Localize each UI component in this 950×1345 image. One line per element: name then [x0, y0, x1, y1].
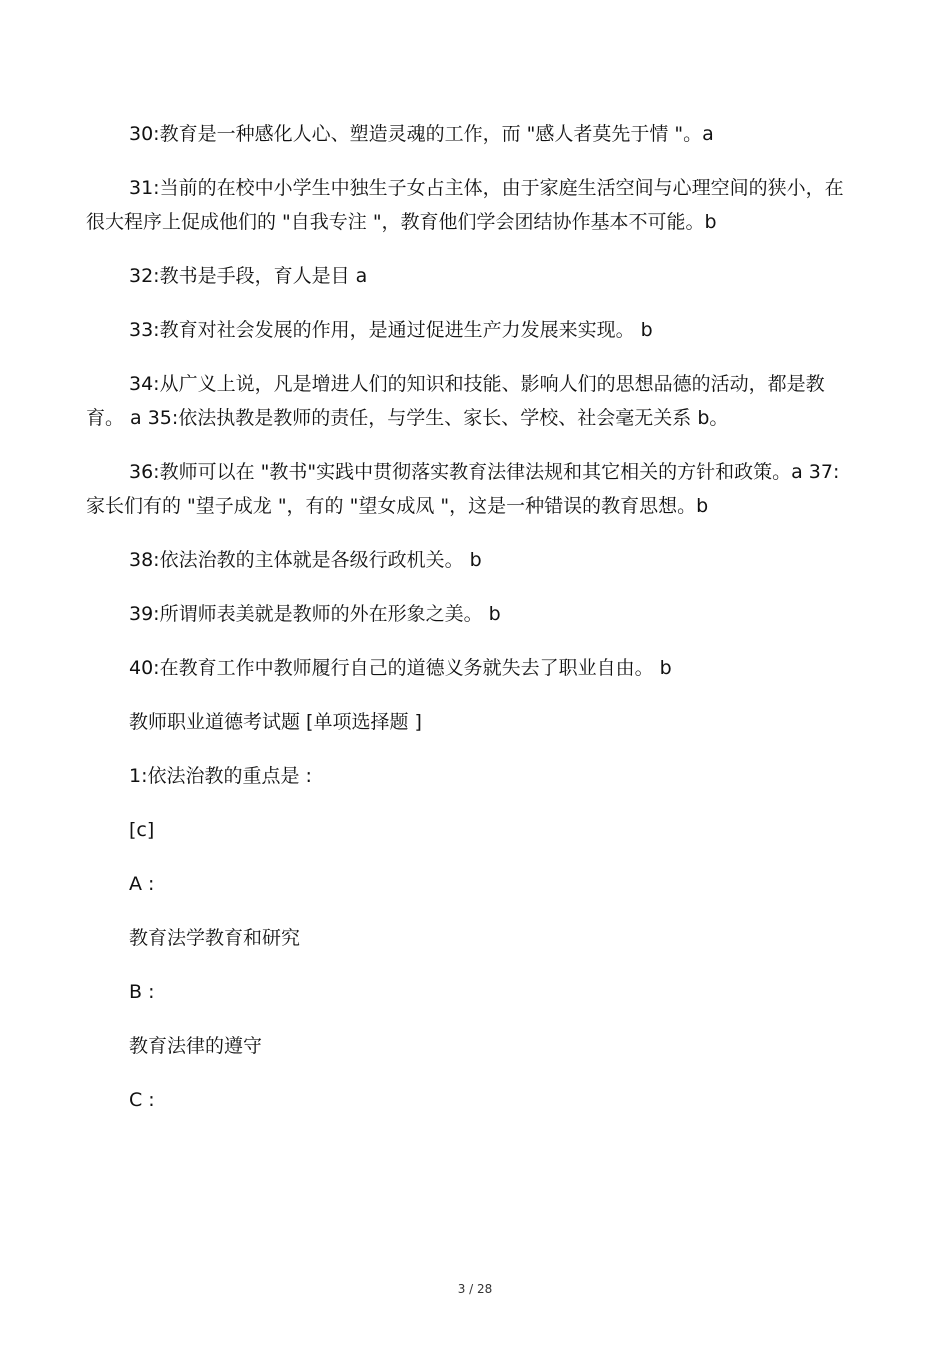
- statement-34-35: 34:从广义上说，凡是增进人们的知识和技能、影响人们的思想品德的活动，都是教育。 a 35:依法执教是教师的责任，与学生、家长、学校、社会毫无关系 b。: [86, 373, 825, 429]
- statement-30: 30:教育是一种感化人心、塑造灵魂的工作，而 "感人者莫先于情 "。a: [129, 123, 714, 145]
- statement-31: 31:当前的在校中小学生中独生子女占主体，由于家庭生活空间与心理空间的狭小，在很大程序上促成他们的 "自我专注 "，教育他们学会团结协作基本不可能。b: [86, 177, 844, 233]
- option-c-label: C :: [129, 1089, 155, 1111]
- statement-40: 40:在教育工作中教师履行自己的道德义务就失去了职业自由。 b: [129, 657, 672, 679]
- option-a-label: A :: [129, 873, 155, 895]
- statement-39: 39:所谓师表美就是教师的外在形象之美。 b: [129, 603, 501, 625]
- statement-32: 32:教书是手段，育人是目 a: [129, 265, 368, 287]
- option-b-text: 教育法律的遵守: [129, 1035, 263, 1057]
- answer-key: [c]: [129, 819, 155, 841]
- statement-38: 38:依法治教的主体就是各级行政机关。 b: [129, 549, 482, 571]
- statement-36-37: 36:教师可以在 "教书"实践中贯彻落实教育法律法规和其它相关的方针和政策。a 37:家长们有的 "望子成龙 "，有的 "望女成凤 "，这是一种错误的教育思想。b: [86, 461, 840, 517]
- document-body: [86, 117, 844, 1137]
- option-a-text: 教育法学教育和研究: [129, 927, 301, 949]
- option-b-label: B :: [129, 981, 155, 1003]
- page-number: 3 / 28: [457, 1282, 493, 1296]
- question-1: 1:依法治教的重点是 :: [129, 765, 312, 787]
- statement-33: 33:教育对社会发展的作用，是通过促进生产力发展来实现。 b: [129, 319, 653, 341]
- section-heading: 教师职业道德考试题 [单项选择题 ]: [129, 711, 422, 733]
